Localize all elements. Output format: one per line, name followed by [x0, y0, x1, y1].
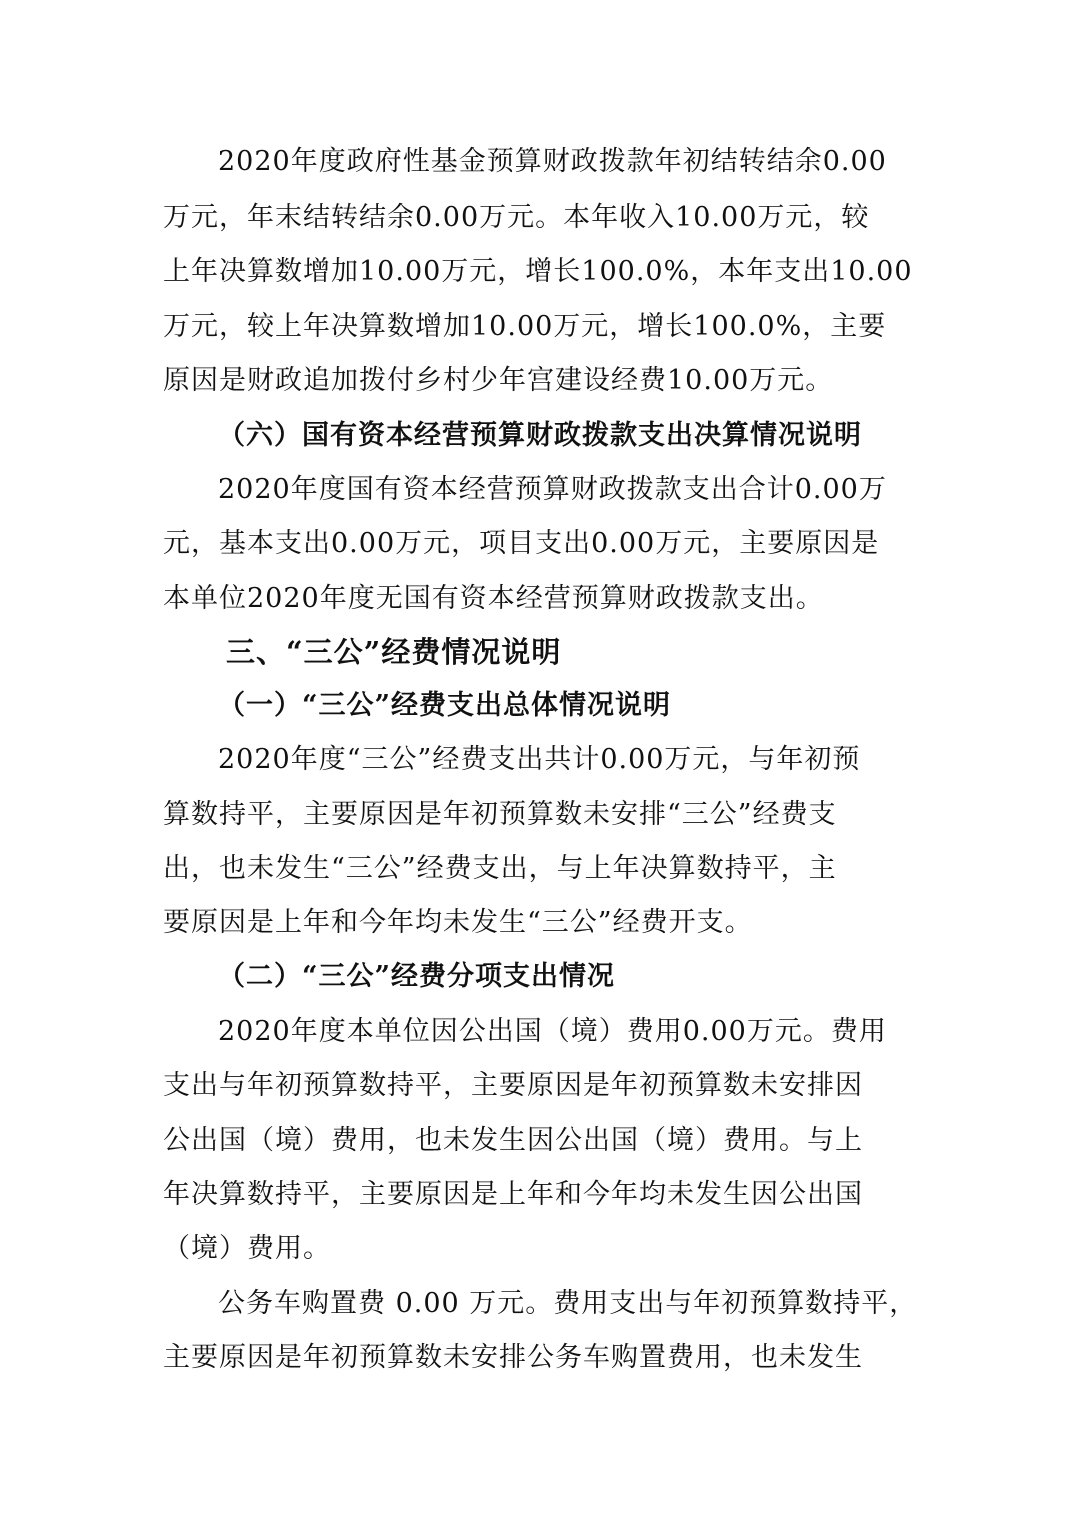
paragraph-line: 年决算数持平，主要原因是上年和今年均未发生因公出国: [163, 1179, 863, 1210]
paragraph-line: 本单位2020年度无国有资本经营预算财政拨款支出。: [163, 583, 824, 614]
paragraph-line: 2020年度“三公”经费支出共计0.00万元，与年初预: [218, 744, 861, 775]
paragraph-line: 上年决算数增加10.00万元，增长100.0%，本年支出10.00: [163, 256, 913, 287]
paragraph-line: 万元，年末结转结余0.00万元。本年收入10.00万元，较: [163, 202, 870, 233]
paragraph-line: （境）费用。: [163, 1233, 331, 1264]
paragraph-line: 要原因是上年和今年均未发生“三公”经费开支。: [163, 907, 753, 938]
paragraph-line: 原因是财政追加拨付乡村少年宫建设经费10.00万元。: [163, 365, 834, 396]
paragraph-line: 2020年度本单位因公出国（境）费用0.00万元。费用: [218, 1016, 887, 1047]
paragraph-line: 2020年度政府性基金预算财政拨款年初结转结余0.00: [218, 146, 887, 177]
section-heading: （六）国有资本经营预算财政拨款支出决算情况说明: [218, 420, 862, 451]
paragraph-line: 万元，较上年决算数增加10.00万元，增长100.0%，主要: [163, 311, 887, 342]
paragraph-line: 公出国（境）费用，也未发生因公出国（境）费用。与上: [163, 1125, 863, 1156]
chapter-heading: 三、“三公”经费情况说明: [226, 635, 562, 669]
section-heading: （一）“三公”经费支出总体情况说明: [218, 690, 672, 721]
paragraph-line: 算数持平，主要原因是年初预算数未安排“三公”经费支: [163, 799, 837, 830]
paragraph-line: 支出与年初预算数持平，主要原因是年初预算数未安排因: [163, 1070, 863, 1101]
paragraph-line: 2020年度国有资本经营预算财政拨款支出合计0.00万: [218, 474, 887, 505]
section-heading: （二）“三公”经费分项支出情况: [218, 961, 616, 992]
paragraph-line: 出，也未发生“三公”经费支出，与上年决算数持平，主: [163, 853, 837, 884]
paragraph-line: 元，基本支出0.00万元，项目支出0.00万元，主要原因是: [163, 528, 880, 559]
paragraph-line: 主要原因是年初预算数未安排公务车购置费用，也未发生: [163, 1342, 863, 1373]
paragraph-line: 公务车购置费 0.00 万元。费用支出与年初预算数持平，: [218, 1288, 918, 1319]
